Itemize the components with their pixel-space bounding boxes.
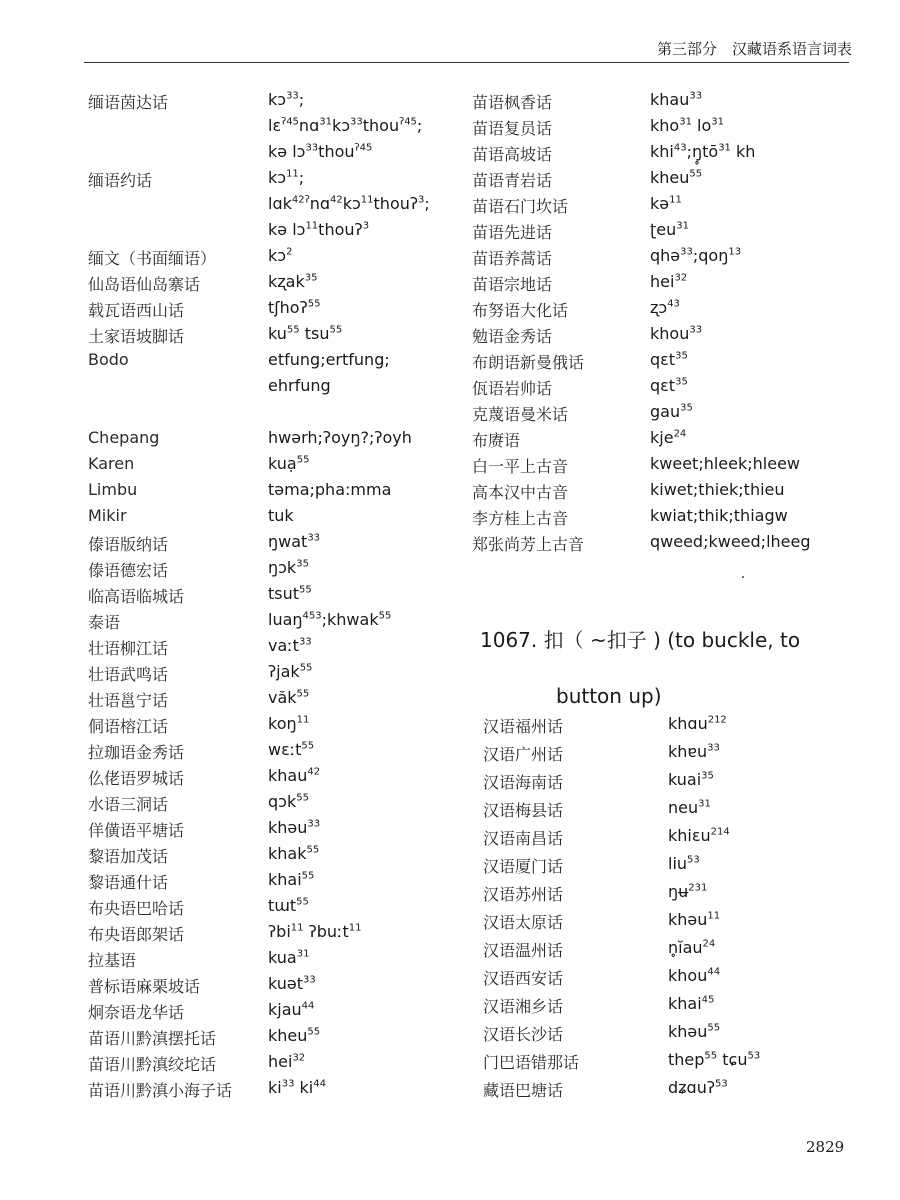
entry-row	[88, 506, 448, 532]
entry-row	[483, 714, 863, 742]
entry-row	[472, 194, 852, 220]
entry-row	[88, 662, 448, 688]
language-name: 苗语川黔滇绞坨话	[88, 1055, 217, 1074]
word-form: hei$^{32}$	[650, 272, 688, 291]
language-name: 白一平上古音	[472, 457, 569, 476]
word-form: khəu$^{11}$	[668, 910, 721, 929]
entry-row	[88, 220, 448, 246]
language-name: 藏语巴塘话	[483, 1081, 564, 1100]
entry-row	[88, 974, 448, 1000]
language-name: Karen	[88, 454, 135, 473]
entry-row	[483, 910, 863, 938]
language-name: 缅语约话	[88, 171, 153, 190]
word-form: khɑu$^{212}$	[668, 714, 727, 733]
word-form: hwərh;ʔoyŋ?;ʔoyh	[268, 428, 412, 447]
language-name: 载瓦语西山话	[88, 301, 185, 320]
entry-heading	[480, 612, 860, 724]
word-form: kweet;hleek;hleew	[650, 454, 800, 473]
word-form: n̥ĭau$^{24}$	[668, 938, 716, 957]
word-form: kə lɔ$^{33}$thou$^{ʔ45}$	[268, 142, 373, 161]
language-name: 临高语临城话	[88, 587, 185, 606]
entry-row	[88, 480, 448, 506]
language-name: 普标语麻栗坡话	[88, 977, 201, 996]
language-name: 苗语宗地话	[472, 275, 553, 294]
language-name: 佤语岩帅话	[472, 379, 553, 398]
word-form: khou$^{44}$	[668, 966, 721, 985]
word-form: $ku^{55}$ tsu$^{55}$	[268, 324, 343, 343]
language-name: 炯奈语龙华话	[88, 1003, 185, 1022]
language-name: 缅语茵达话	[88, 93, 169, 112]
word-form: tsut$^{55}$	[268, 584, 312, 603]
word-form: kho$^{31}$ $lo^{31}$	[650, 116, 724, 135]
language-name: 拉珈语金秀话	[88, 743, 185, 762]
language-name: 汉语梅县话	[483, 801, 564, 820]
word-form: təma;pha:mma	[268, 480, 392, 499]
language-name: Chepang	[88, 428, 160, 447]
word-form: neu$^{31}$	[668, 798, 711, 817]
entry-row	[88, 610, 448, 636]
word-form: khai$^{45}$	[668, 994, 715, 1013]
entry-row	[88, 922, 448, 948]
word-form: kje$^{24}$	[650, 428, 687, 447]
word-form: vaːt$^{33}$	[268, 636, 312, 655]
entry-row	[483, 1050, 863, 1078]
language-name: 苗语石门坎话	[472, 197, 569, 216]
entry-row	[88, 90, 448, 116]
word-form: kɔ$^{33}$;	[268, 90, 305, 109]
word-form: dʑɑuʔ$^{53}$	[668, 1078, 728, 1097]
entry-row	[483, 798, 863, 826]
entry-row	[483, 826, 863, 854]
language-name: 侗语榕江话	[88, 717, 169, 736]
entry-row	[88, 532, 448, 558]
word-form: koŋ$^{11}$	[268, 714, 310, 733]
word-form: khau$^{33}$	[650, 90, 703, 109]
language-name: 水语三洞话	[88, 795, 169, 814]
entry-row	[88, 766, 448, 792]
word-form: luaŋ$^{453}$;khwak$^{55}$	[268, 610, 392, 629]
language-name: 汉语福州话	[483, 717, 564, 736]
language-name: 苗语川黔滇小海子话	[88, 1081, 233, 1100]
language-name: 傣语版纳话	[88, 535, 169, 554]
entry-row	[88, 168, 448, 194]
entry-row	[88, 1078, 448, 1104]
word-form: khai$^{55}$	[268, 870, 315, 889]
word-form: tʃhoʔ$^{55}$	[268, 298, 321, 317]
language-name: 黎语加茂话	[88, 847, 169, 866]
word-form: qweed;kweed;lheeg	[650, 532, 811, 551]
entry-row	[88, 402, 448, 428]
entry-row	[88, 740, 448, 766]
entry-row	[483, 1078, 863, 1106]
word-form: lɑk$^{42ʔ}$nɑ$^{42}$kɔ$^{11}$thouʔ$^3$;	[268, 194, 430, 213]
language-name: 汉语广州话	[483, 745, 564, 764]
word-form: kɔ$^2$	[268, 246, 293, 265]
language-name: 高本汉中古音	[472, 483, 569, 502]
entry-row	[88, 194, 448, 220]
entry-row	[88, 896, 448, 922]
word-form: kuạ$^{55}$	[268, 454, 310, 473]
language-name: 汉语南昌话	[483, 829, 564, 848]
language-name: 汉语苏州话	[483, 885, 564, 904]
word-form: tɯt$^{55}$	[268, 896, 309, 915]
language-name: 苗语枫香话	[472, 93, 553, 112]
language-name: 勉语金秀话	[472, 327, 553, 346]
language-name: 门巴语错那话	[483, 1053, 580, 1072]
word-form: khəu$^{55}$	[668, 1022, 721, 1041]
entry-row	[483, 882, 863, 910]
word-form: qɛt$^{35}$	[650, 350, 688, 369]
word-form: kə$^{11}$	[650, 194, 682, 213]
entry-row	[88, 818, 448, 844]
word-form: kʐak$^{35}$	[268, 272, 318, 291]
language-name: Limbu	[88, 480, 138, 499]
language-name: 汉语厦门话	[483, 857, 564, 876]
word-form: qɔk$^{55}$	[268, 792, 309, 811]
entry-row	[483, 966, 863, 994]
word-form: ʔbi$^{11}$ ʔbuːt$^{11}$	[268, 922, 362, 941]
word-form: kiwet;thiek;thieu	[650, 480, 785, 499]
language-name: 布朗语新曼俄话	[472, 353, 585, 372]
entry-heading-line2: button up)	[556, 684, 662, 708]
entry-row	[88, 272, 448, 298]
word-form: ŋwat$^{33}$	[268, 532, 321, 551]
entry-row	[88, 142, 448, 168]
entry-row	[88, 246, 448, 272]
left-column	[88, 90, 448, 1104]
entry-row	[483, 938, 863, 966]
language-name: Mikir	[88, 506, 127, 525]
entry-row	[88, 844, 448, 870]
word-form: kheu$^{55}$	[268, 1026, 321, 1045]
entry-row	[88, 116, 448, 142]
language-name: 布努语大化话	[472, 301, 569, 320]
language-name: 苗语复员话	[472, 119, 553, 138]
entry-row	[472, 324, 852, 350]
word-form: kwiat;thik;thiagw	[650, 506, 788, 525]
word-form: khak$^{55}$	[268, 844, 320, 863]
entry-row	[88, 350, 448, 376]
word-form: khiɛu$^{214}$	[668, 826, 730, 845]
language-name: 汉语长沙话	[483, 1025, 564, 1044]
language-name: 苗语先进话	[472, 223, 553, 242]
word-form: kheu$^{55}$	[650, 168, 703, 187]
entry-row	[88, 454, 448, 480]
entry-row	[472, 90, 852, 116]
language-name: 泰语	[88, 613, 121, 632]
language-name: 壮语柳江话	[88, 639, 169, 658]
word-form: khau$^{42}$	[268, 766, 321, 785]
language-name: 苗语养蒿话	[472, 249, 553, 268]
right-column-bottom	[483, 714, 863, 1106]
entry-row	[483, 854, 863, 882]
language-name: 苗语川黔滇摆托话	[88, 1029, 217, 1048]
entry-row	[88, 636, 448, 662]
language-name: 苗语高坡话	[472, 145, 553, 164]
header-rule	[84, 62, 849, 63]
word-form: gau$^{35}$	[650, 402, 693, 421]
language-name: 李方桂上古音	[472, 509, 569, 528]
entry-row	[88, 428, 448, 454]
language-name: 土家语坡脚话	[88, 327, 185, 346]
entry-row	[472, 532, 852, 558]
language-name: 克蔑语曼米话	[472, 405, 569, 424]
language-name: 仙岛语仙岛寨话	[88, 275, 201, 294]
entry-row	[88, 324, 448, 350]
word-form: kua$^{31}$	[268, 948, 310, 967]
entry-row	[88, 688, 448, 714]
entry-row	[483, 994, 863, 1022]
entry-row	[472, 428, 852, 454]
language-name: 佯僙语平塘话	[88, 821, 185, 840]
entry-row	[483, 742, 863, 770]
word-form: $ki^{33}$ $ki^{44}$	[268, 1078, 326, 1097]
word-form: ʔjak$^{55}$	[268, 662, 313, 681]
entry-row	[472, 246, 852, 272]
word-form: qɛt$^{35}$	[650, 376, 688, 395]
word-form: wɛːt$^{55}$	[268, 740, 315, 759]
entry-row	[472, 168, 852, 194]
entry-row	[88, 1052, 448, 1078]
entry-row	[88, 558, 448, 584]
language-name: Bodo	[88, 350, 129, 369]
word-form: ʈeu$^{31}$	[650, 220, 689, 239]
entry-heading-line1: 1067. 扣（ ~扣子 ) (to buckle, to	[480, 628, 801, 652]
word-form: qhə$^{33}$;qoŋ$^{13}$	[650, 246, 742, 265]
entry-row	[472, 402, 852, 428]
word-form: kɔ$^{11}$;	[268, 168, 305, 187]
word-form: ehrfung	[268, 376, 331, 395]
word-form: khou$^{33}$	[650, 324, 703, 343]
language-name: 壮语邕宁话	[88, 691, 169, 710]
word-form: kjau$^{44}$	[268, 1000, 315, 1019]
entry-row	[472, 298, 852, 324]
entry-row	[472, 506, 852, 532]
entry-row	[472, 350, 852, 376]
word-form: kuai$^{35}$	[668, 770, 714, 789]
language-name: 傣语德宏话	[88, 561, 169, 580]
language-name: 壮语武鸣话	[88, 665, 169, 684]
word-form: kə lɔ$^{11}$thouʔ$^3$	[268, 220, 370, 239]
language-name: 汉语湘乡话	[483, 997, 564, 1016]
word-form: khɐu$^{33}$	[668, 742, 720, 761]
language-name: 汉语太原话	[483, 913, 564, 932]
entry-row	[472, 454, 852, 480]
entry-row	[88, 948, 448, 974]
entry-row	[472, 272, 852, 298]
entry-row	[88, 584, 448, 610]
language-name: 仫佬语罗城话	[88, 769, 185, 788]
stray-mark	[742, 576, 744, 578]
word-form: tuk	[268, 506, 294, 525]
word-form: kuət$^{33}$	[268, 974, 316, 993]
entry-row	[88, 870, 448, 896]
page-number: 2829	[806, 1138, 845, 1156]
entry-row	[483, 770, 863, 798]
language-name: 汉语海南话	[483, 773, 564, 792]
word-form: ŋʉ$^{231}$	[668, 882, 708, 901]
language-name: 缅文（书面缅语）	[88, 249, 217, 268]
entry-row	[472, 480, 852, 506]
language-name: 郑张尚芳上古音	[472, 535, 585, 554]
entry-row	[88, 298, 448, 324]
word-form: hei$^{32}$	[268, 1052, 306, 1071]
language-name: 汉语温州话	[483, 941, 564, 960]
entry-row	[88, 1000, 448, 1026]
word-form: văk$^{55}$	[268, 688, 310, 707]
language-name: 布央语巴哈话	[88, 899, 185, 918]
word-form: liu$^{53}$	[668, 854, 700, 873]
right-column-top	[472, 90, 852, 558]
running-header: 第三部分 汉藏语系语言词表	[656, 40, 852, 58]
language-name: 布央语郎架话	[88, 925, 185, 944]
language-name: 苗语青岩话	[472, 171, 553, 190]
word-form: ŋɔk$^{35}$	[268, 558, 309, 577]
entry-row	[483, 1022, 863, 1050]
language-name: 拉基语	[88, 951, 137, 970]
word-form: khəu$^{33}$	[268, 818, 321, 837]
entry-row	[472, 142, 852, 168]
entry-row	[88, 376, 448, 402]
entry-row	[472, 220, 852, 246]
entry-row	[88, 714, 448, 740]
word-form: $khi^{43};ŋ̥tō^{31}$ kh	[650, 142, 756, 161]
word-form: etfung;ertfung;	[268, 350, 390, 369]
entry-row	[88, 792, 448, 818]
language-name: 布赓语	[472, 431, 521, 450]
entry-row	[472, 116, 852, 142]
language-name: 汉语西安话	[483, 969, 564, 988]
language-name: 黎语通什话	[88, 873, 169, 892]
word-form: lɛ$^{ʔ45}$nɑ$^{31}$kɔ$^{33}$thou$^{ʔ45}$;	[268, 116, 423, 135]
entry-row	[88, 1026, 448, 1052]
entry-row	[472, 376, 852, 402]
word-form: thep$^{55}$ tɕu$^{53}$	[668, 1050, 761, 1069]
word-form: ʐɔ$^{43}$	[650, 298, 680, 317]
